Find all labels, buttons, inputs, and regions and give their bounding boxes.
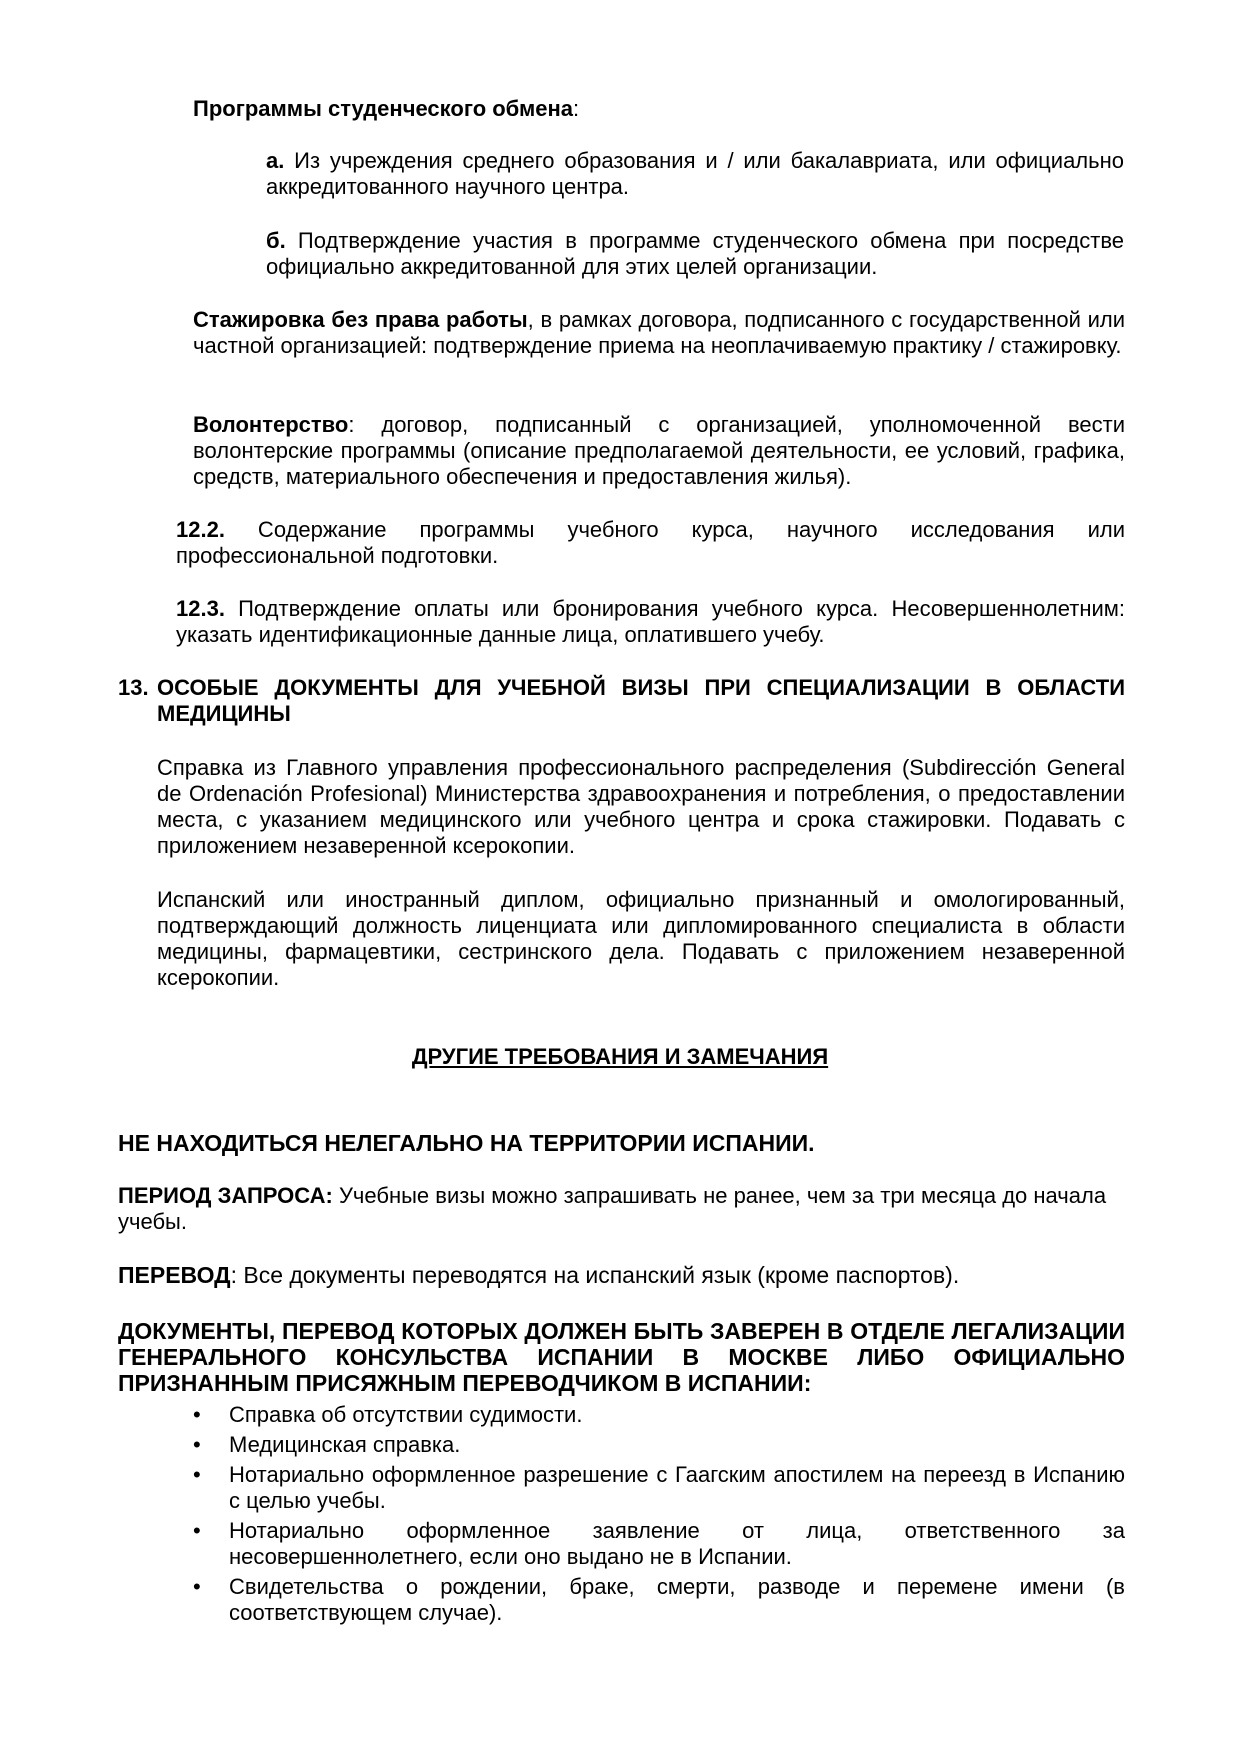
bullet-icon: • [193, 1574, 201, 1599]
bullet-icon: • [193, 1518, 201, 1543]
volunteering-paragraph: Волонтерство: договор, подписанный с организацией, уполномоченной вести волонтерские программы (описание предполагаемой деятельности, ее условий, графика, средств, материального обеспечения и предоставления жилья). [193, 412, 1125, 489]
bullet-icon: • [193, 1402, 201, 1427]
student-exchange-item-a: а. Из учреждения среднего образования и / или бакалавриата, или официально аккредитованного научного центра. [266, 148, 1124, 199]
list-item: • Справка об отсутствии судимости. [193, 1402, 583, 1427]
bullet-icon: • [193, 1462, 201, 1487]
point-12-2: 12.2. Содержание программы учебного курса, научного исследования или профессиональной подготовки. [176, 517, 1125, 568]
point-12-3: 12.3. Подтверждение оплаты или бронирования учебного курса. Несовершеннолетним: указать идентификационные данные лица, оплатившего учебу. [176, 596, 1125, 647]
student-exchange-item-b: б. Подтверждение участия в программе студенческого обмена при посредстве официально аккредитованной для этих целей организации. [266, 228, 1124, 279]
list-item: • Нотариально оформленное заявление от лица, ответственного за несовершеннолетнего, если оно выдано не в Испании. [193, 1518, 1125, 1569]
list-item: • Нотариально оформленное разрешение с Гаагским апостилем на переезд в Испанию с целью учебы. [193, 1462, 1125, 1513]
bullet-icon: • [193, 1432, 201, 1457]
certified-translation-heading: ДОКУМЕНТЫ, ПЕРЕВОД КОТОРЫХ ДОЛЖЕН БЫТЬ ЗАВЕРЕН В ОТДЕЛЕ ЛЕГАЛИЗАЦИИ ГЕНЕРАЛЬНОГО КОНСУЛЬСТВА ИСПАНИИ В МОСКВЕ ЛИБО ОФИЦИАЛЬНО ПРИЗНАННЫМ ПРИСЯЖНЫМ ПЕРЕВОДЧИКОМ В ИСПАНИИ: [118, 1318, 1125, 1396]
section-13-paragraph-1: Справка из Главного управления профессионального распределения (Subdirección General de Ordenación Profesional) Министерства здравоохранения и потребления, о предоставлении места, с указанием медицинского или учебного центра и срока стажировки. Подавать с приложением незаверенной ксерокопии. [157, 755, 1125, 858]
certified-documents-list [193, 1402, 1125, 1630]
translation-paragraph: ПЕРЕВОД: Все документы переводятся на испанский язык (кроме паспортов). [118, 1262, 960, 1288]
other-requirements-title: ДРУГИЕ ТРЕБОВАНИЯ И ЗАМЕЧАНИЯ [411, 1044, 829, 1069]
student-exchange-title: Программы студенческого обмена: [193, 96, 580, 121]
list-item: • Медицинская справка. [193, 1432, 461, 1457]
internship-paragraph: Стажировка без права работы, в рамках договора, подписанного с государственной или частной организацией: подтверждение приема на неоплачиваемую практику / стажировку. [193, 307, 1125, 358]
list-item: • Свидетельства о рождении, браке, смерти, разводе и перемене имени (в соответствующем случае). [193, 1574, 1125, 1625]
section-13-number: 13. [118, 675, 149, 700]
illegal-stay-heading: НЕ НАХОДИТЬСЯ НЕЛЕГАЛЬНО НА ТЕРРИТОРИИ ИСПАНИИ. [118, 1130, 815, 1156]
request-period-paragraph: ПЕРИОД ЗАПРОСА: Учебные визы можно запрашивать не ранее, чем за три месяца до начала учебы. [118, 1183, 1107, 1234]
section-13-title: ОСОБЫЕ ДОКУМЕНТЫ ДЛЯ УЧЕБНОЙ ВИЗЫ ПРИ СПЕЦИАЛИЗАЦИИ В ОБЛАСТИ МЕДИЦИНЫ [157, 675, 1125, 726]
section-13-paragraph-2: Испанский или иностранный диплом, официально признанный и омологированный, подтверждающий должность лиценциата или дипломированного специалиста в области медицины, фармацевтики, сестринского дела. Подавать с приложением незаверенной ксерокопии. [157, 887, 1125, 990]
